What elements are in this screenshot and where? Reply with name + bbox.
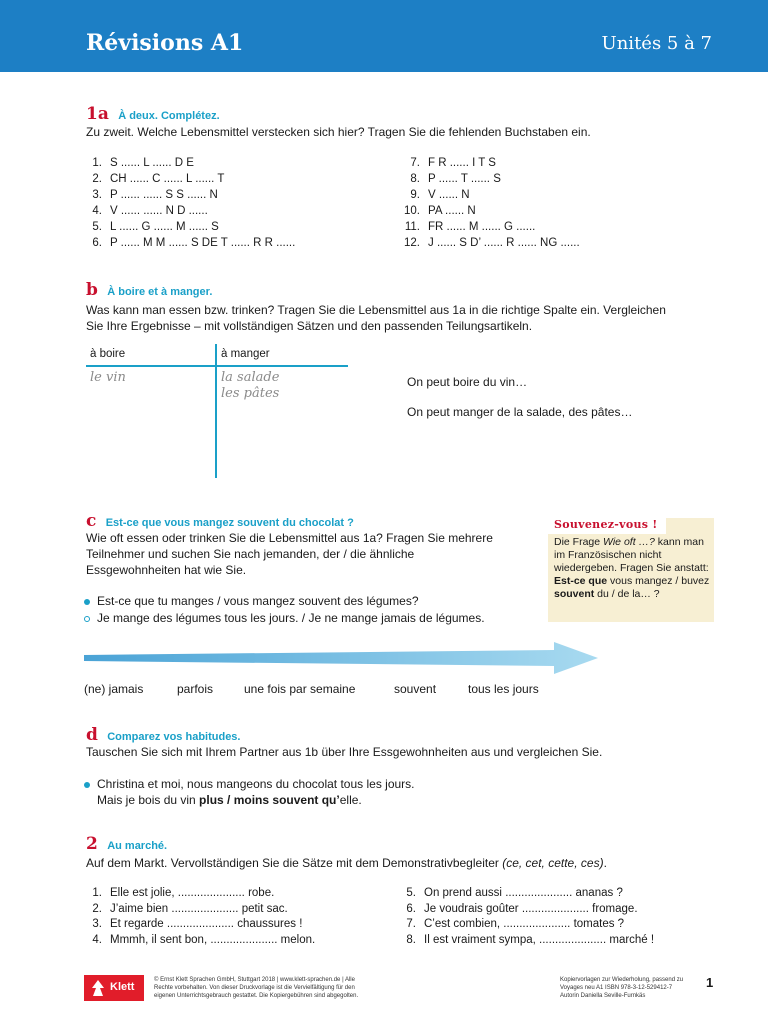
copyright-line: Rechte vorbehalten. Von dieser Druckvorlage ist die Vervielfältigung für den: [154, 985, 355, 991]
filled-bullet-icon: [84, 599, 90, 605]
exercise-2-item: 1. Elle est jolie, ..................... robe.: [92, 887, 275, 899]
reminder-title: Souvenez-vous !: [554, 518, 658, 531]
frequency-label: (ne) jamais: [84, 682, 144, 696]
exercise-1a-item: 3. P ...... ...... S S ...... N: [92, 189, 218, 201]
exercise-1a-item: 12. J ...... S D’ ...... R ...... NG ......: [404, 237, 580, 249]
section-2-heading: [86, 834, 167, 854]
handwritten-answer: la salade: [221, 370, 280, 385]
section-title: Est-ce que vous mangez souvent du chocolat ?: [105, 517, 354, 529]
exercise-1a-item: 1. S ...... L ...... D E: [92, 157, 194, 169]
section-1c-instructions-line2: Teilnehmer und suchen Sie nach jemanden, der / die ähnliche: [86, 547, 415, 561]
column-header-eat: à manger: [221, 348, 270, 360]
section-number: 2: [86, 834, 98, 854]
section-1b-instructions-line2: Sie Ihre Ergebnisse – mit vollständigen Sätzen und den passenden Teilungsartikeln.: [86, 319, 533, 333]
exercise-2-item: 6. Je voudrais goûter ..................... fromage.: [406, 903, 638, 915]
section-1d-instructions: Tauschen Sie sich mit Ihrem Partner aus 1b über Ihre Essgewohnheiten aus und vergleichen Sie.: [86, 745, 603, 759]
section-title: Au marché.: [107, 840, 168, 852]
section-1b-heading: [86, 280, 212, 300]
example-sentence: On peut manger de la salade, des pâtes…: [407, 405, 633, 419]
empty-bullet-icon: [84, 616, 90, 622]
exercise-1a-item: 9. V ...... N: [410, 189, 470, 201]
exercise-1a-item: 10. PA ...... N: [404, 205, 476, 217]
section-title: À boire et à manger.: [107, 286, 213, 298]
page-title: Révisions A1: [86, 30, 244, 56]
exercise-2-item: 7. C’est combien, ..................... tomates ?: [406, 918, 625, 930]
frequency-label: souvent: [394, 682, 437, 696]
exercise-2-item: 8. Il est vraiment sympa, ..................... marché !: [406, 934, 655, 946]
page-number: 1: [706, 975, 714, 990]
section-1c-instructions-line3: Essgewohnheiten hat wie Sie.: [86, 563, 247, 577]
table-divider-horizontal: [86, 365, 348, 367]
exercise-2-item: 4. Mmmh, il sent bon, ..................... melon.: [92, 934, 316, 946]
section-1c-instructions-line1: Wie oft essen oder trinken Sie die Lebensmittel aus 1a? Fragen Sie mehrere: [86, 531, 493, 545]
exercise-1a-item: 8. P ...... T ...... S: [410, 173, 501, 185]
section-1a-instructions: Zu zweit. Welche Lebensmittel verstecken sich hier? Tragen Sie die fehlenden Buchstaben ein.: [86, 125, 591, 139]
exercise-2-item: 2. J’aime bien ..................... petit sac.: [92, 903, 288, 915]
frequency-label: une fois par semaine: [244, 682, 356, 696]
bullet-example-continuation: Mais je bois du vin plus / moins souvent qu’elle.: [97, 793, 362, 807]
reminder-text: Die Frage Wie oft …? kann man im Französischen nicht wiedergeben. Fragen Sie anstatt: Est-ce que vous mangez / buvez souvent du / de la… ?: [554, 536, 710, 600]
exercise-1a-item: 2. CH ...... C ...... L ...... T: [92, 173, 225, 185]
frequency-label: tous les jours: [468, 682, 539, 696]
exercise-1a-item: 6. P ...... M M ...... S DE T ...... R R ......: [92, 237, 296, 249]
section-1a-heading: [86, 104, 220, 124]
exercise-1a-item: 7. F R ...... I T S: [410, 157, 496, 169]
section-number: c: [86, 511, 97, 531]
exercise-1a-item: 5. L ...... G ...... M ...... S: [92, 221, 219, 233]
section-1c-heading: [86, 511, 354, 531]
section-title: Comparez vos habitudes.: [107, 731, 241, 743]
bullet-question: Est-ce que tu manges / vous mangez souvent des légumes?: [84, 593, 419, 609]
publication-info: Voyages neu A1 ISBN 978-3-12-529412-7: [560, 985, 673, 991]
section-number: 1a: [86, 104, 109, 124]
handwritten-answer: les pâtes: [221, 386, 280, 401]
section-2-instructions: Auf dem Markt. Vervollständigen Sie die Sätze mit dem Demonstrativbegleiter (ce, cet, cette, ces).: [86, 856, 607, 870]
handwritten-answer: le vin: [90, 370, 126, 385]
copyright-line: © Ernst Klett Sprachen GmbH, Stuttgart 2018 | www.klett-sprachen.de | Alle: [154, 977, 355, 983]
example-sentence: On peut boire du vin…: [407, 375, 528, 389]
exercise-2-item: 5. On prend aussi ..................... ananas ?: [406, 887, 623, 899]
bullet-answer: Je mange des légumes tous les jours. / Je ne mange jamais de légumes.: [84, 610, 485, 626]
table-divider-vertical: [215, 344, 217, 478]
exercise-2-item: 3. Et regarde ..................... chaussures !: [92, 918, 303, 930]
page-header: [0, 0, 768, 72]
filled-bullet-icon: [84, 782, 90, 788]
bullet-example: Christina et moi, nous mangeons du chocolat tous les jours.: [84, 776, 415, 792]
publication-info: Autorin Daniella Seville-Furnkäs: [560, 993, 646, 999]
klett-brand-text: Klett: [110, 981, 135, 993]
section-number: d: [86, 725, 98, 745]
exercise-1a-item: 11. FR ...... M ...... G ......: [404, 221, 536, 233]
copyright-line: eigenen Unterrichtsgebrauch gestattet. Die Kopiergebühren sind abgegolten.: [154, 993, 359, 999]
units-label: Unités 5 à 7: [601, 33, 712, 54]
column-header-drink: à boire: [90, 348, 126, 360]
publication-info: Kopiervorlagen zur Wiederholung, passend zu: [560, 977, 684, 983]
section-1b-instructions-line1: Was kann man essen bzw. trinken? Tragen Sie die Lebensmittel aus 1a in die richtige Spalte ein. Vergleichen: [86, 303, 666, 317]
exercise-1a-item: 4. V ...... ...... N D ......: [92, 205, 208, 217]
frequency-arrow-icon: [84, 640, 604, 676]
klett-emblem-icon: [90, 979, 106, 997]
section-number: b: [86, 280, 98, 300]
section-1d-heading: [86, 725, 241, 745]
section-title: À deux. Complétez.: [118, 110, 220, 122]
frequency-label: parfois: [177, 682, 214, 696]
klett-logo: [84, 975, 144, 1001]
